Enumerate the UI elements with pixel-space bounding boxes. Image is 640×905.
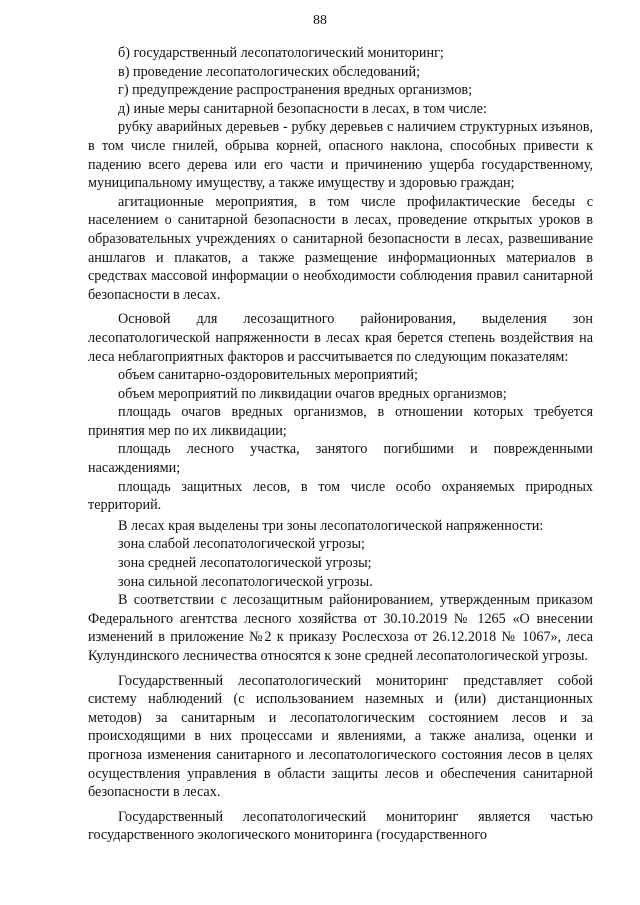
paragraph-indicator-1: объем санитарно-оздоровительных мероприятий; <box>118 367 418 384</box>
paragraph-item-b: б) государственный лесопатологический мониторинг; <box>118 45 444 61</box>
paragraph-indicator-5: площадь защитных лесов, в том числе особо охраняемых природных территорий. <box>88 478 593 514</box>
page-number: 88 <box>313 13 327 28</box>
paragraph-zone-medium: зона средней лесопатологической угрозы; <box>118 555 372 572</box>
paragraph-zoning-basis: Основой для лесозащитного районирования, выделения зон лесопатологической напряженности в лесах края берется степень воздействия на леса неблагоприятных факторов и рассчитывается по следующим показателям: <box>88 311 593 365</box>
paragraph-item-g: г) предупреждение распространения вредных организмов; <box>118 82 473 99</box>
paragraph-monitoring-part: Государственный лесопатологический мониторинг является частью государственного экологического мониторинга (государственного <box>88 808 593 844</box>
paragraph-indicator-3: площадь очагов вредных организмов, в отношении которых требуется принятия мер по их ликвидации; <box>88 404 593 439</box>
paragraph-zone-strong: зона сильной лесопатологической угрозы. <box>118 573 373 590</box>
paragraph-three-zones: В лесах края выделены три зоны лесопатологической напряженности: <box>118 517 544 534</box>
paragraph-monitoring-definition: Государственный лесопатологический мониторинг представляет собой систему наблюдений (с использованием наземных и (или) дистанционных методов) за санитарным и лесопатологическим состоянием лесов и за происходящими в них процессами и явлениями, а также анализа, оценки и прогноза изменения санитарного и лесопатологического состояния лесов в целях осуществления управления в области защиты лесов и обеспечения санитарной безопасности в лесах. <box>88 672 593 801</box>
document-body <box>88 44 593 845</box>
paragraph-zoning-order: В соответствии с лесозащитным районированием, утвержденным приказом Федерального агентства лесного хозяйства от 30.10.2019 № 1265 «О внесении изменений в приложение №2 к приказу Рослесхоза от 26.12.2018 № 1067», леса Кулундинского лесничества относятся к зоне средней лесопатологической угрозы. <box>88 592 593 664</box>
paragraph-indicator-4: площадь лесного участка, занятого погибшими и поврежденными насаждениями; <box>88 441 593 477</box>
paragraph-item-v: в) проведение лесопатологических обследований; <box>118 63 421 80</box>
paragraph-zone-weak: зона слабой лесопатологической угрозы; <box>118 536 365 553</box>
paragraph-emergency-trees: рубку аварийных деревьев - рубку деревьев с наличием структурных изъянов, в том числе гнилей, обрыва корней, опасного наклона, способных привести к падению всего дерева или его части и причинению ущерба государственному, муниципальному имуществу, а также имуществу и здоровью граждан; <box>88 119 593 192</box>
paragraph-item-d: д) иные меры санитарной безопасности в лесах, в том числе: <box>118 100 487 117</box>
paragraph-campaign-measures: агитационные мероприятия, в том числе профилактические беседы с населением о санитарной безопасности в лесах, проведение открытых уроков в образовательных учреждениях о санитарной безопасности в лесах, развешивание аншлагов и плакатов, а также размещение информационных материалов в средствах массовой информации о необходимости соблюдения правил санитарной безопасности в лесах. <box>88 193 593 303</box>
paragraph-indicator-2: объем мероприятий по ликвидации очагов вредных организмов; <box>118 385 507 402</box>
